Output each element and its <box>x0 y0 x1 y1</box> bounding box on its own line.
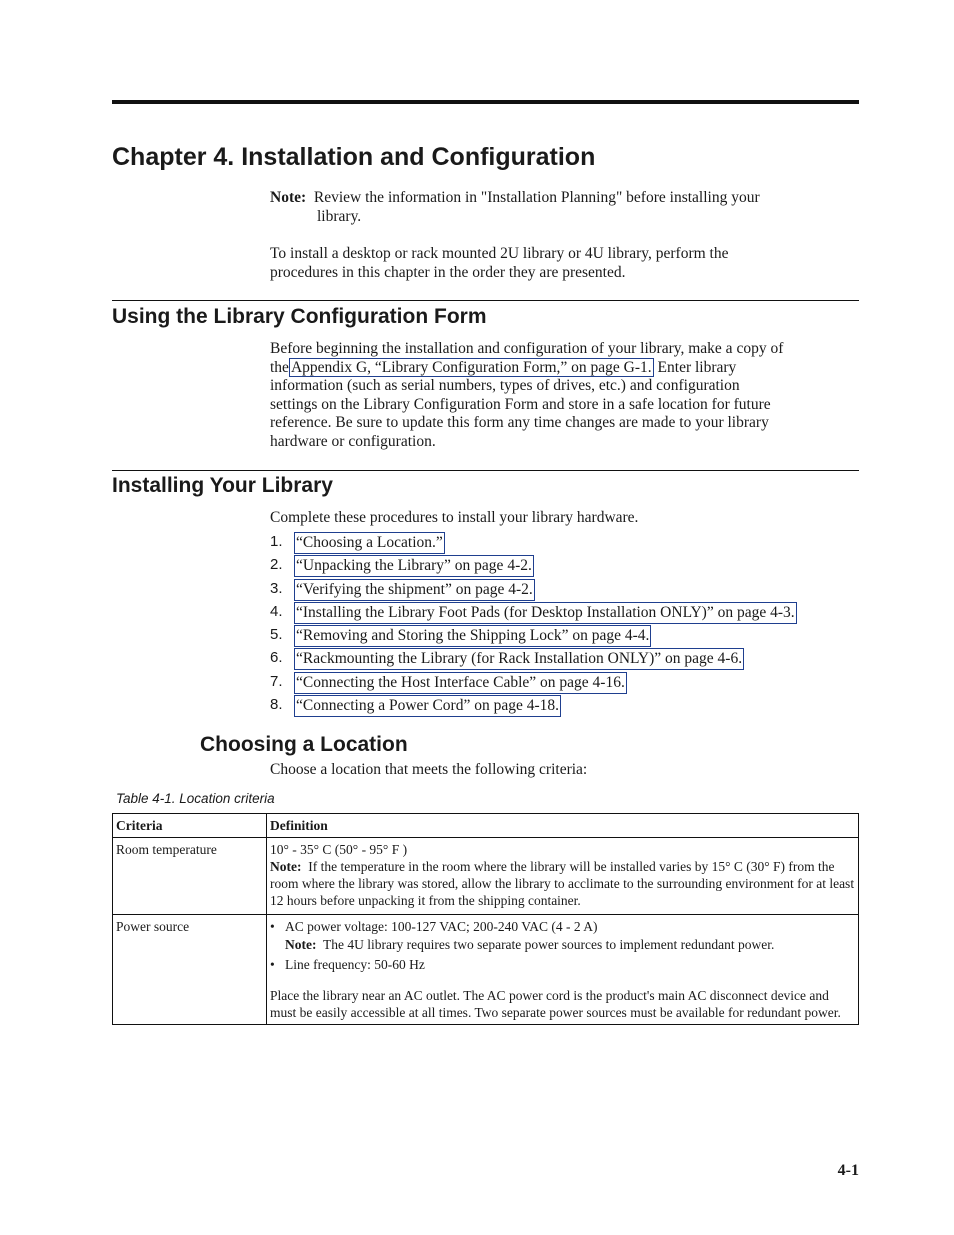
config-line-6: hardware or configuration. <box>270 432 436 450</box>
note-text-2: library. <box>317 207 362 225</box>
intro-line-1: To install a desktop or rack mounted 2U library or 4U library, perform the <box>270 245 729 262</box>
step-link[interactable]: “Connecting the Host Interface Cable” on page 4-16. <box>294 672 627 694</box>
table-row <box>113 838 859 915</box>
step-link[interactable]: “Verifying the shipment” on page 4-2. <box>294 579 535 601</box>
note-label: Note: <box>270 189 307 206</box>
intro-line-2: procedures in this chapter in the order they are presented. <box>270 263 626 281</box>
appendix-g-link[interactable]: Appendix G, “Library Configuration Form,” on page G-1. <box>290 358 652 376</box>
config-form-heading: Using the Library Configuration Form <box>112 305 487 328</box>
bullet-icon: • <box>270 957 275 972</box>
row1-range: 10° - 35° C (50° - 95° F ) <box>270 842 408 857</box>
list-item: • AC power voltage: 100-127 VAC; 200-240 VAC (4 - 2 A) Note: The 4U library requires two separate power sources to implement redundant power. <box>270 918 855 953</box>
config-line-4: settings on the Library Configuration Form and store in a safe location for future <box>270 395 771 413</box>
row2-criteria: Power source <box>113 915 267 1025</box>
page-number: 4-1 <box>837 1162 859 1179</box>
step-link[interactable]: “Unpacking the Library” on page 4-2. <box>294 555 534 577</box>
list-item: 5. “Removing and Storing the Shipping Lock” on page 4-4. <box>272 625 872 648</box>
row1-note: Note: If the temperature in the room where the library will be installed varies by 15° C (30° F) from the room where the library was stored, allow the library to acclimate to the surrounding environment for at least 12 hours before unpacking it from the shipping container. <box>270 859 855 908</box>
location-heading: Choosing a Location <box>200 733 408 756</box>
list-item: 7. “Connecting the Host Interface Cable” on page 4-16. <box>272 672 872 695</box>
power-bullets <box>270 918 855 973</box>
col-definition-header: Definition <box>267 814 859 838</box>
installing-heading: Installing Your Library <box>112 474 333 497</box>
chapter-note <box>270 189 860 226</box>
config-line-5: reference. Be sure to update this form any time changes are made to your library <box>270 414 769 431</box>
note-text: Review the information in "Installation Planning" before installing your <box>313 189 760 206</box>
chapter-intro <box>270 245 860 282</box>
list-item: 8. “Connecting a Power Cord” on page 4-18. <box>272 695 872 718</box>
list-item: 3. “Verifying the shipment” on page 4-2. <box>272 579 872 602</box>
list-item: 6. “Rackmounting the Library (for Rack Installation ONLY)” on page 4-6. <box>272 648 872 671</box>
chapter-top-rule <box>112 100 859 104</box>
config-line-2: the Appendix G, “Library Configuration Form,” on page G-1. Enter library <box>270 358 737 376</box>
row2-note: Note: The 4U library requires two separate power sources to implement redundant power. <box>285 937 775 952</box>
list-item: 2. “Unpacking the Library” on page 4-2. <box>272 555 872 578</box>
bullet-icon: • <box>270 919 275 934</box>
row2-definition <box>267 915 859 1025</box>
list-item: 4. “Installing the Library Foot Pads (for Desktop Installation ONLY)” on page 4-3. <box>272 602 872 625</box>
table-caption: Table 4-1. Location criteria <box>116 791 275 806</box>
step-link[interactable]: “Rackmounting the Library (for Rack Installation ONLY)” on page 4-6. <box>294 648 744 670</box>
install-steps-list <box>272 532 872 718</box>
table-row <box>113 915 859 1025</box>
step-link[interactable]: “Installing the Library Foot Pads (for Desktop Installation ONLY)” on page 4-3. <box>294 602 797 624</box>
row1-definition <box>267 838 859 915</box>
section-rule-config <box>112 300 859 301</box>
list-item: • Line frequency: 50-60 Hz <box>270 957 425 972</box>
location-criteria-table <box>112 813 859 1025</box>
step-link[interactable]: “Choosing a Location.” <box>294 532 445 554</box>
config-line-3: information (such as serial numbers, types of drives, etc.) and configuration <box>270 377 740 394</box>
step-link[interactable]: “Connecting a Power Cord” on page 4-18. <box>294 695 561 717</box>
section-rule-installing <box>112 470 859 471</box>
table-header-row <box>113 814 859 838</box>
row1-criteria: Room temperature <box>113 838 267 915</box>
location-intro: Choose a location that meets the following criteria: <box>270 761 588 778</box>
installing-intro: Complete these procedures to install your library hardware. <box>270 509 639 526</box>
list-item: 1. “Choosing a Location.” <box>272 532 872 555</box>
step-link[interactable]: “Removing and Storing the Shipping Lock” on page 4-4. <box>294 625 651 647</box>
config-form-body <box>270 340 870 451</box>
col-criteria-header: Criteria <box>113 814 267 838</box>
chapter-title: Chapter 4. Installation and Configuration <box>112 143 596 171</box>
row2-paragraph: Place the library near an AC outlet. The AC power cord is the product's main AC disconnect device and must be easily accessible at all times. Two separate power sources must be available for redundant power. <box>270 988 841 1020</box>
config-line-1: Before beginning the installation and configuration of your library, make a copy of <box>270 340 784 357</box>
